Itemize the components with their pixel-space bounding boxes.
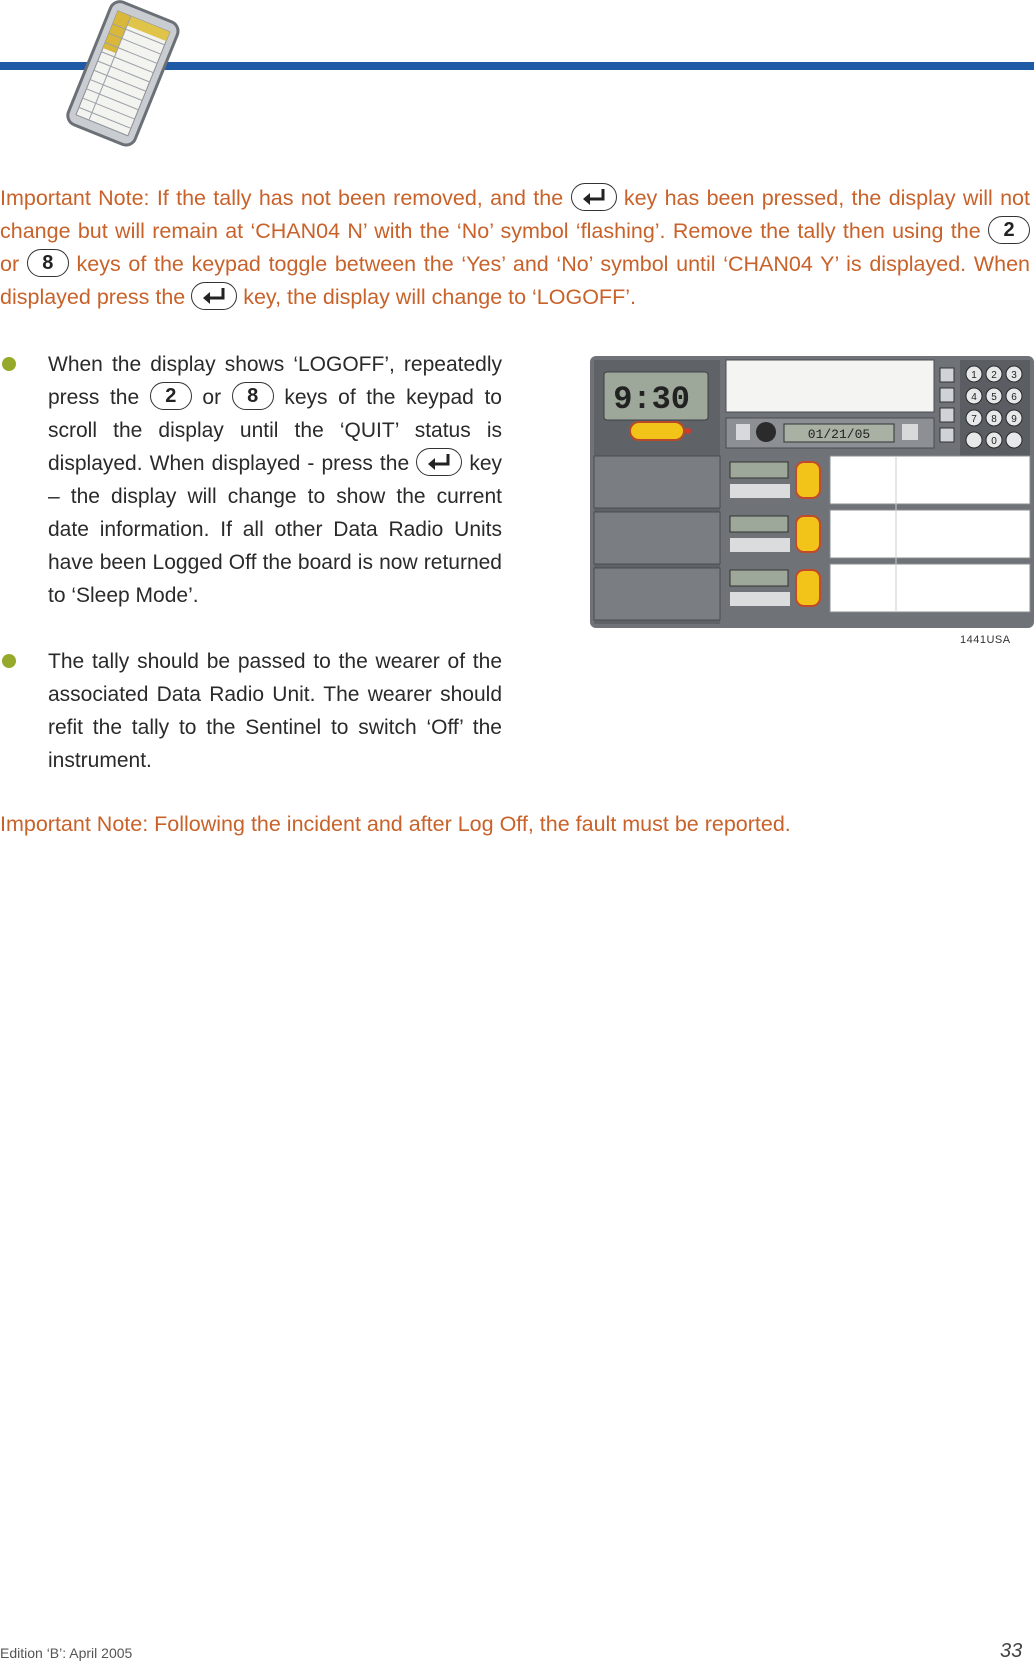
keypad-key	[966, 432, 982, 448]
keypad-key-label: 2	[991, 370, 997, 381]
keypad-key-label: 0	[991, 436, 997, 447]
note1-text-c: or	[0, 252, 20, 276]
note1-text-d: keys of the keypad toggle between the ‘Yes’ and ‘No’ symbol until ‘CHAN04 Y’ is displayed. When displayed press the	[0, 252, 1030, 309]
bullet2-text: The tally should be passed to the wearer of the associated Data Radio Unit. The wearer should refit the tally to the Sentinel to switch ‘Off’ the instrument.	[48, 650, 502, 772]
edition-footer: Edition ‘B’: April 2005	[0, 1645, 133, 1661]
list-item	[0, 645, 520, 777]
keypad-key-label: 4	[971, 392, 977, 403]
bullet1-text-a: When the display shows ‘LOGOFF’, repeatedly press the	[48, 353, 502, 409]
keypad-key-label: 6	[1011, 392, 1017, 403]
important-note-2: Important Note: Following the incident and after Log Off, the fault must be reported.	[0, 812, 791, 836]
enter-key-icon	[416, 448, 462, 476]
key-2-icon: 2	[988, 216, 1030, 244]
bullet1-text-b: or	[202, 386, 222, 409]
note1-text-b: key has been pressed, the display will not change but will remain at ‘CHAN04 N’ with the ‘No’ symbol ‘flashing’. Remove the tally then using the	[0, 186, 1030, 243]
note1-text-a: Important Note: If the tally has not been removed, and the	[0, 186, 564, 210]
important-note-1	[0, 182, 1030, 314]
enter-key-icon	[191, 282, 237, 310]
keypad-key-label: 5	[991, 392, 997, 403]
bullet-dot-icon	[2, 357, 16, 371]
control-board-illustration	[590, 356, 1034, 632]
page-number: 33	[1000, 1640, 1023, 1662]
keypad-key-label: 8	[991, 414, 997, 425]
keypad-key-label: 3	[1011, 370, 1017, 381]
keypad-key-label: 7	[971, 414, 977, 425]
key-8-icon: 8	[27, 249, 69, 277]
board-time: 9:30	[613, 381, 690, 418]
enter-key-icon	[571, 183, 617, 211]
figure-label: 1441USA	[960, 634, 1011, 646]
bullet1-text-d: key – the display will change to show the current date information. If all other Data Radio Units have been Logged Off the board is now returned to ‘Sleep Mode’.	[48, 452, 502, 607]
key-8-icon: 8	[232, 382, 274, 410]
note1-text-e: key, the display will change to ‘LOGOFF’.	[243, 285, 636, 309]
bullet1-text-c: keys of the keypad to scroll the display until the ‘QUIT’ status is displayed. When displayed - press the	[48, 386, 502, 475]
keypad-key	[1006, 432, 1022, 448]
board-date: 01/21/05	[807, 427, 871, 442]
instruction-list	[0, 348, 520, 810]
keypad-key-label: 9	[1011, 414, 1017, 425]
key-2-icon: 2	[150, 382, 192, 410]
tally-device-icon	[44, 0, 194, 150]
list-item	[0, 348, 520, 612]
keypad-key-label: 1	[971, 370, 977, 381]
bullet-dot-icon	[2, 654, 16, 668]
